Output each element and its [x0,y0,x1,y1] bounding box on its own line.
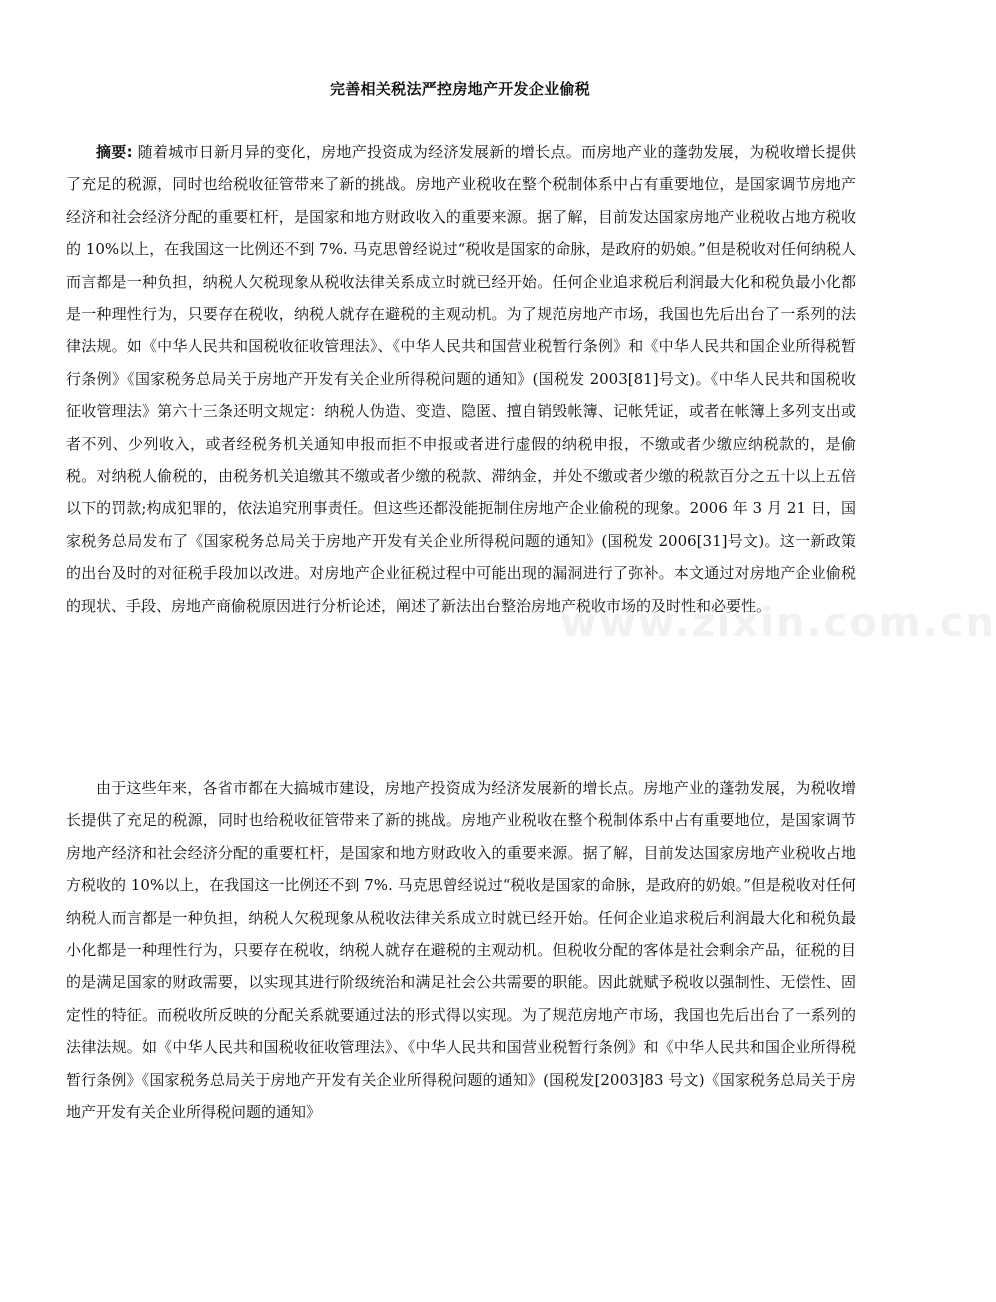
body-text: 由于这些年来，各省市都在大搞城市建设，房地产投资成为经济发展新的增长点。房地产业的蓬勃发展，为税收增长提供了充足的税源，同时也给税收征管带来了新的挑战。房地产业税收在整个税制体系中占有重要地位，是国家调节房地产经济和社会经济分配的重要杠杆，是国家和地方财政收入的重要来源。据了解，目前发达国家房地产业税收占地方税收的 10%以上，在我国这一比例还不到 7%. 马克思曾经说过“税收是国家的命脉，是政府的奶娘。”但是税收对任何纳税人而言都是一种负担，纳税人欠税现象从税收法律关系成立时就已经开始。任何企业追求税后利润最大化和税负最小化都是一种理性行为，只要存在税收，纳税人就存在避税的主观动机。但税收分配的客体是社会剩余产品，征税的目的是满足国家的财政需要，以实现其进行阶级统治和满足社会公共需要的职能。因此就赋予税收以强制性、无偿性、固定性的特征。而税收所反映的分配关系就要通过法的形式得以实现。为了规范房地产市场，我国也先后出台了一系列的法律法规。如《中华人民共和国税收征收管理法》、《中华人民共和国营业税暂行条例》和《中华人民共和国企业所得税暂行条例》《国家税务总局关于房地产开发有关企业所得税问题的通知》(国税发[2003]83 号文)《国家税务总局关于房地产开发有关企业所得税问题的通知》 [66,779,856,1122]
abstract-paragraph [66,136,856,622]
abstract-label: 摘要: [96,143,133,161]
watermark: www.zixin.com.cn [560,600,996,646]
body-paragraph [66,772,856,1128]
document-title: 完善相关税法严控房地产开发企业偷税 [329,80,591,98]
abstract-text: 随着城市日新月异的变化，房地产投资成为经济发展新的增长点。而房地产业的蓬勃发展，为税收增长提供了充足的税源，同时也给税收征管带来了新的挑战。房地产业税收在整个税制体系中占有重要地位，是国家调节房地产经济和社会经济分配的重要杠杆，是国家和地方财政收入的重要来源。据了解，目前发达国家房地产业税收占地方税收的 10%以上，在我国这一比例还不到 7%. 马克思曾经说过“税收是国家的命脉，是政府的奶娘。”但是税收对任何纳税人而言都是一种负担，纳税人欠税现象从税收法律关系成立时就已经开始。任何企业追求税后利润最大化和税负最小化都是一种理性行为，只要存在税收，纳税人就存在避税的主观动机。为了规范房地产市场，我国也先后出台了一系列的法律法规。如《中华人民共和国税收征收管理法》、《中华人民共和国营业税暂行条例》和《中华人民共和国企业所得税暂行条例》《国家税务总局关于房地产开发有关企业所得税问题的通知》(国税发 2003[81]号文)。《中华人民共和国税收征收管理法》第六十三条还明文规定：纳税人伪造、变造、隐匿、擅自销毁帐簿、记帐凭证，或者在帐簿上多列支出或者不列、少列收入，或者经税务机关通知申报而拒不申报或者进行虚假的纳税申报，不缴或者少缴应纳税款的，是偷税。对纳税人偷税的，由税务机关追缴其不缴或者少缴的税款、滞纳金，并处不缴或者少缴的税款百分之五十以上五倍以下的罚款;构成犯罪的，依法追究刑事责任。但这些还都没能扼制住房地产企业偷税的现象。2006 年 3 月 21 日，国家税务总局发布了《国家税务总局关于房地产开发有关企业所得税问题的通知》(国税发 2006[31]号文)。这一新政策的出台及时的对征税手段加以改进。对房地产企业征税过程中可能出现的漏洞进行了弥补。本文通过对房地产企业偷税的现状、手段、房地产商偷税原因进行分析论述，阐述了新法出台整治房地产税收市场的及时性和必要性。 [66,143,856,615]
